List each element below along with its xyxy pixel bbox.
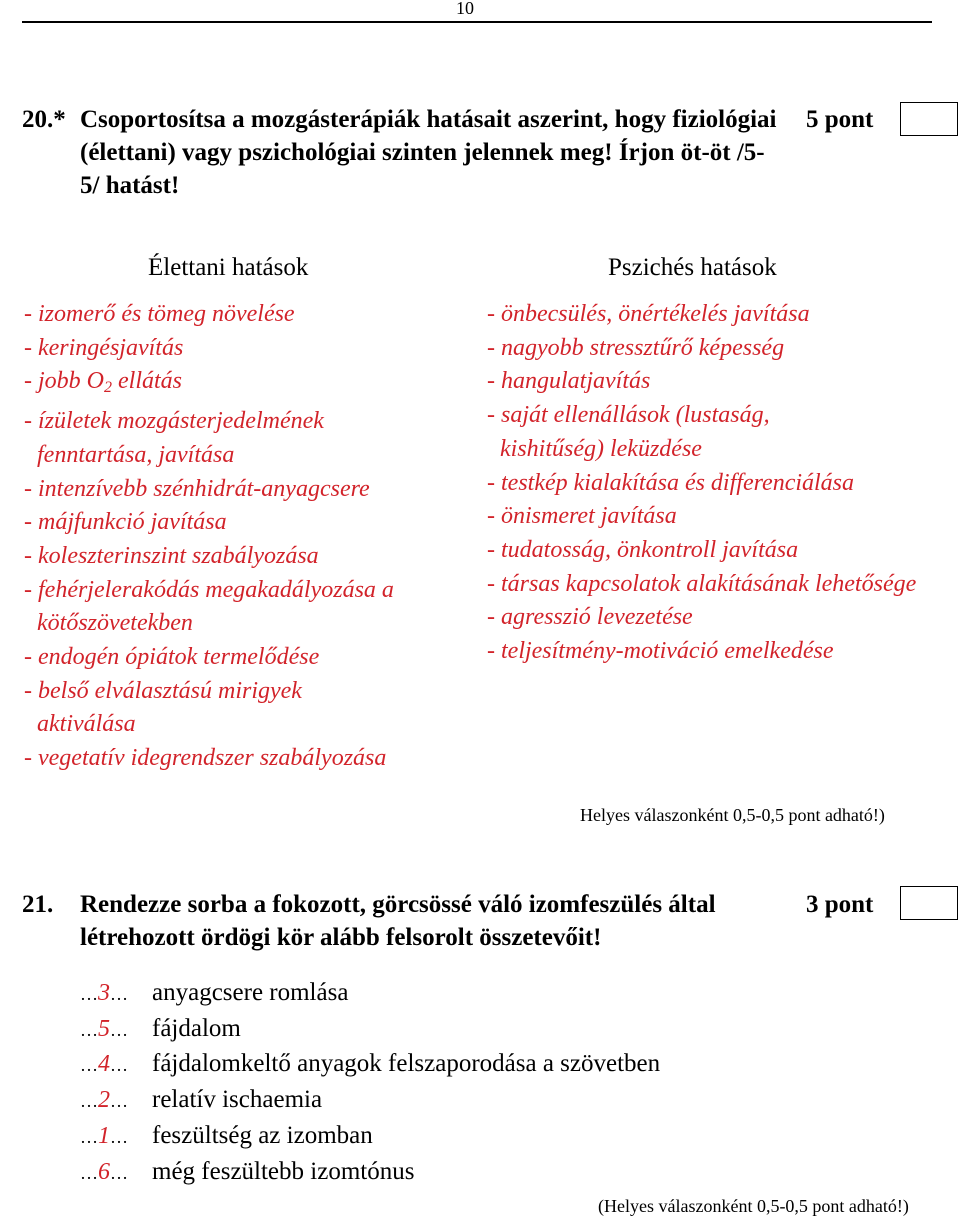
o2-subscript: 2 [104, 379, 112, 397]
physiological-effects-list [24, 298, 474, 776]
item-text: feszültség az izomban [152, 1121, 373, 1149]
q20-text: Csoportosítsa a mozgásterápiák hatásait aszerint, hogy fiziológiai (élettani) vagy pszichológiai szinten jelennek meg! Írjon öt-öt /5-5/ hatást! [80, 106, 777, 199]
item-text: fájdalom [152, 1014, 241, 1042]
list-item: - intenzívebb szénhidrát-anyagcsere [24, 475, 370, 502]
list-item: - fehérjelerakódás megakadályozása a kötőszövetekben [24, 576, 394, 637]
answer-blank[interactable]: …5… [80, 1015, 128, 1042]
q21-number: 21. [22, 891, 54, 918]
header-rule [22, 21, 932, 23]
psychological-effects-list [487, 298, 937, 669]
list-item [80, 1119, 660, 1155]
item-text: anyagcsere romlása [152, 979, 349, 1006]
list-item: - keringésjavítás [24, 334, 184, 361]
list-item: - izomerő és tömeg növelése [24, 301, 295, 327]
answer-blank[interactable]: …2… [80, 1087, 128, 1114]
q20-number: 20.* [22, 106, 66, 133]
list-item: - tudatosság, önkontroll javítása [487, 536, 799, 563]
list-item [80, 976, 660, 1012]
q21-scoring-note: (Helyes válaszonként 0,5-0,5 pont adható!) [598, 1196, 909, 1216]
q20-scoring-note: Helyes válaszonként 0,5-0,5 pont adható!) [580, 805, 885, 825]
q20-score-box[interactable] [900, 102, 958, 136]
list-item: - önismeret javítása [487, 503, 677, 530]
q21-points: 3 pont [806, 891, 874, 918]
answer-blank[interactable]: …3… [80, 980, 128, 1006]
list-item: - agresszió levezetése [487, 604, 693, 631]
list-item: - önbecsülés, önértékelés javítása [487, 301, 810, 327]
list-item: - társas kapcsolatok alakításának lehetősége [487, 570, 917, 597]
o2-text: - jobb O [24, 368, 104, 395]
q21-text: Rendezze sorba a fokozott, görcsössé váló izomfeszülés által létrehozott ördögi kör alább felsorolt összetevőit! [80, 891, 716, 951]
list-item [80, 1083, 660, 1119]
vicious-circle-list [80, 976, 660, 1190]
list-item [24, 365, 474, 405]
list-item: - vegetatív idegrendszer szabályozása [24, 745, 387, 772]
answer-blank[interactable]: …1… [80, 1122, 128, 1149]
psychological-heading: Pszichés hatások [608, 254, 777, 281]
list-item: - májfunkció javítása [24, 509, 227, 536]
page-number: 10 [456, 0, 474, 18]
list-item: - nagyobb stressztűrő képesség [487, 334, 785, 361]
physiological-heading: Élettani hatások [148, 254, 309, 281]
list-item: - ízületek mozgásterjedelmének fenntartása, javítása [24, 408, 324, 468]
list-item: - teljesítmény-motiváció emelkedése [487, 638, 834, 665]
list-item: - koleszterinszint szabályozása [24, 542, 319, 569]
list-item: - testkép kialakítása és differenciálása [487, 469, 855, 496]
list-item [80, 1012, 660, 1048]
list-item: - saját ellenállások (lustaság, kishitűség) leküzdése [487, 402, 770, 462]
list-item: - belső elválasztású mirigyek aktiválása [24, 677, 302, 738]
item-text: fájdalomkeltő anyagok felszaporodása a szövetben [152, 1050, 661, 1078]
item-text: még feszültebb izomtónus [152, 1157, 415, 1185]
list-item: - endogén ópiátok termelődése [24, 644, 320, 671]
item-text: relatív ischaemia [152, 1086, 323, 1114]
q21-score-box[interactable] [900, 886, 958, 920]
q20-points: 5 pont [806, 106, 874, 133]
list-item [80, 1047, 660, 1083]
list-item: - hangulatjavítás [487, 368, 651, 395]
answer-blank[interactable]: …4… [80, 1051, 128, 1078]
answer-blank[interactable]: …6… [80, 1158, 128, 1185]
list-item [80, 1155, 660, 1191]
o2-suffix: ellátás [112, 368, 182, 395]
